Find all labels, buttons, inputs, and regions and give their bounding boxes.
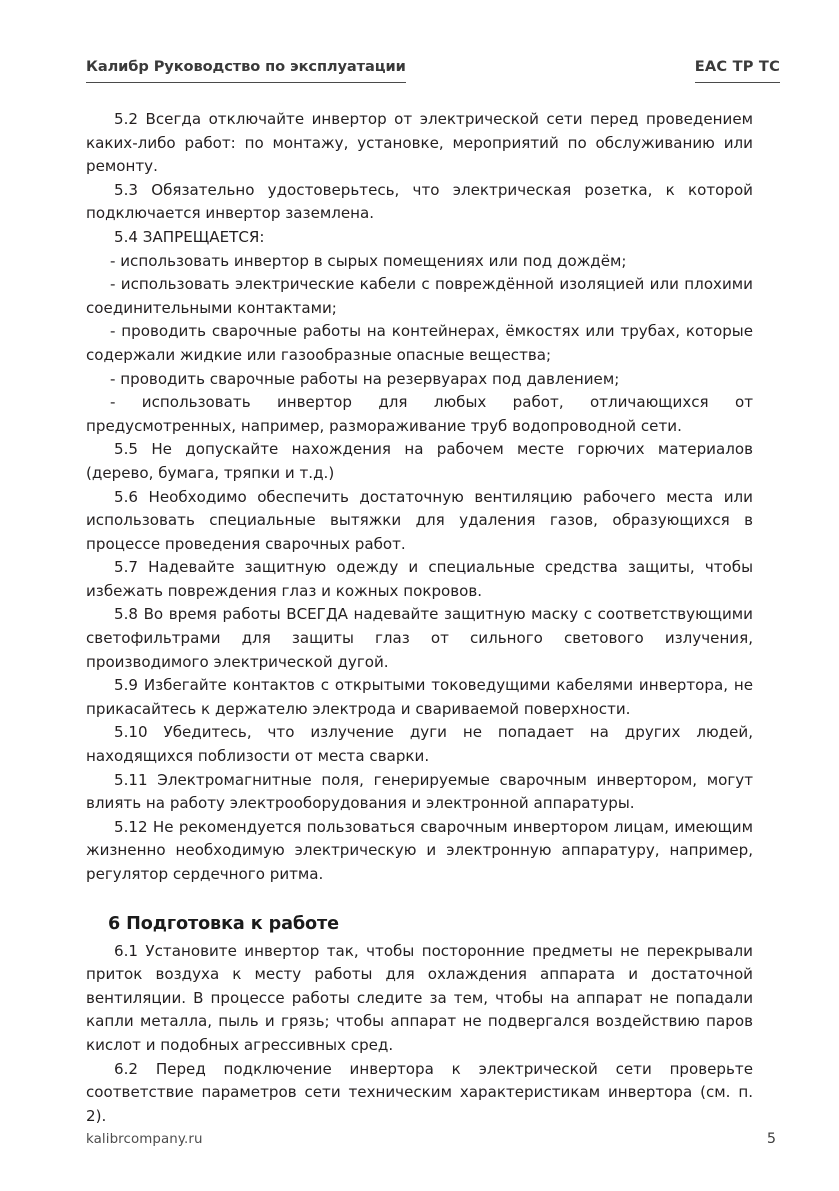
paragraph-5-4: 5.4 ЗАПРЕЩАЕТСЯ: <box>114 227 265 246</box>
footer-page-number: 5 <box>766 1131 776 1147</box>
paragraph-5-8: 5.8 Во время работы ВСЕГДА надевайте защитную маску с соответствующими светофильтрами для защиты глаз от сильного светового излучения, производимого электрической дугой. <box>86 605 753 671</box>
running-header-certification-mark: ЕАС ТР ТС <box>695 57 780 83</box>
paragraph-5-5: 5.5 Не допускайте нахождения на рабочем месте горючих материалов (дерево, бумага, тряпки и т.д.) <box>86 440 753 482</box>
paragraph-5-7: 5.7 Надевайте защитную одежду и специальные средства защиты, чтобы избежать повреждения глаз и кожных покровов. <box>86 558 753 600</box>
list-item-5-4-c: - проводить сварочные работы на контейнерах, ёмкостях или трубах, которые содержали жидкие или газообразные опасные вещества; <box>86 322 753 364</box>
list-item-5-4-a: - использовать инвертор в сырых помещениях или под дождём; <box>110 251 627 270</box>
running-header-title: Калибр Руководство по эксплуатации <box>86 57 406 83</box>
paragraph-5-11: 5.11 Электромагнитные поля, генерируемые сварочным инвертором, могут влиять на работу электрооборудования и электронной аппаратуры. <box>86 770 753 813</box>
list-item-5-4-b: - использовать электрические кабели с повреждённой изоляцией или плохими соединительными контактами; <box>86 275 753 317</box>
page-footer <box>86 1131 776 1147</box>
paragraph-5-2: 5.2 Всегда отключайте инвертор от электрической сети перед проведением каких-либо работ: по монтажу, установке, мероприятий по обслуживанию или ремонту. <box>86 110 753 176</box>
running-header <box>86 57 780 87</box>
paragraph-5-6: 5.6 Необходимо обеспечить достаточную вентиляцию рабочего места или использовать специальные вытяжки для удаления газов, образующихся в процессе проведения сварочных работ. <box>86 487 753 553</box>
paragraph-6-2: 6.2 Перед подключение инвертора к электрической сети проверьте соответствие параметров сети техническим характеристикам инвертора (см. п. 2). <box>86 1059 753 1125</box>
list-item-5-4-e: - использовать инвертор для любых работ, отличающихся от предусмотренных, например, размораживание труб водопроводной сети. <box>86 393 753 435</box>
paragraph-6-1: 6.1 Установите инвертор так, чтобы посторонние предметы не перекрывали приток воздуха к месту работы для охлаждения аппарата и достаточной вентиляции. В процессе работы следите за тем, чтобы на аппарат не попадали капли металла, пыль и грязь; чтобы аппарат не подвергался воздействию паров кислот и подобных агрессивных сред. <box>86 941 753 1054</box>
body-text-column <box>86 108 753 1128</box>
paragraph-5-10: 5.10 Убедитесь, что излучение дуги не попадает на других людей, находящихся поблизости от места сварки. <box>86 723 753 766</box>
footer-website: kalibrcompany.ru <box>86 1132 203 1147</box>
paragraph-5-12: 5.12 Не рекомендуется пользоваться сварочным инвертором лицам, имеющим жизненно необходимую электрическую и электронную аппаратуру, например, регулятор сердечного ритма. <box>86 817 753 883</box>
paragraph-5-9: 5.9 Избегайте контактов с открытыми токоведущими кабелями инвертора, не прикасайтесь к держателю электрода и свариваемой поверхности. <box>86 676 753 718</box>
paragraph-5-3: 5.3 Обязательно удостоверьтесь, что электрическая розетка, к которой подключается инвертор заземлена. <box>86 180 753 223</box>
section-heading-6: 6 Подготовка к работе <box>108 913 339 934</box>
list-item-5-4-d: - проводить сварочные работы на резервуарах под давлением; <box>110 369 620 388</box>
